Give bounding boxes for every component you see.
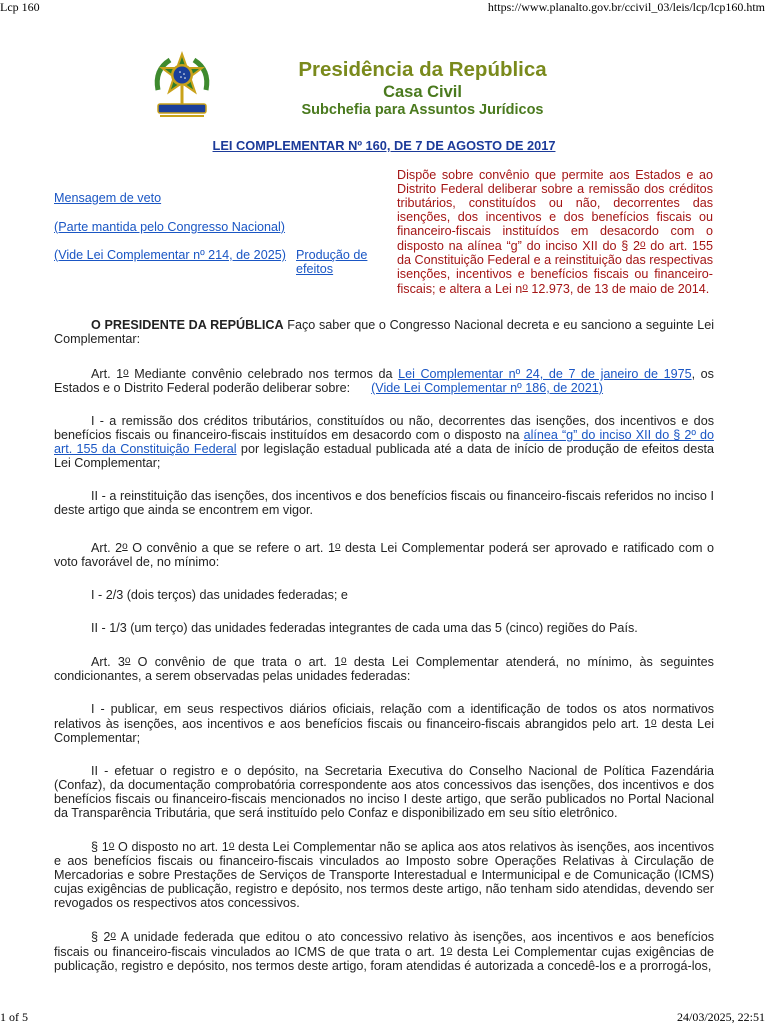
paragraph-1: § 1$^o$ O disposto no art. 1$^o$ desta Lei Complementar não se aplica aos atos relativos às isenções, aos incentivos e aos benefícios fiscais ou financeiro-fiscais vinculados ao Imposto sobre Operações Relativas à Circulação de Mercadorias e sobre Prestações de Serviços de Transporte Interestadual e Intermunicipal e de Comunicação (ICMS) cujas exigências de publicação, registro e depósito, nos termos deste artigo, não tenham sido atendidas, devendo ser revogados os respectivos atos concessivos. — [54, 840, 714, 910]
article-3-inciso-i: I - publicar, em seus respectivos diários oficiais, relação com a identificação de todos os atos normativos relativos às isenções, aos incentivos e aos benefícios fiscais ou financeiro-fiscais abrangidos pelo art. 1$^o$ desta Lei Complementar; — [54, 702, 714, 745]
parte-mantida-link[interactable]: (Parte mantida pelo Congresso Nacional) — [54, 220, 286, 234]
lc24-link[interactable]: Lei Complementar nº 24, de 7 de janeiro de 1975 — [398, 367, 692, 381]
producao-efeitos-link[interactable]: Produção de efeitos — [296, 248, 368, 276]
article-1-inciso-i: I - a remissão dos créditos tributários, constituídos ou não, decorrentes das isenções, dos incentivos e dos benefícios fiscais ou financeiro-fiscais instituídos em desacordo com o disposto na alínea “g” do inciso XII do § 2º do art. 155 da Constituição Federal por legislação estadual publicada até a data de início de produção de efeitos desta Lei Complementar; — [54, 414, 714, 470]
article-2: Art. 2$^o$ O convênio a que se refere o art. 1$^o$ desta Lei Complementar poderá ser aprovado e ratificado com o voto favorável de, no mínimo: — [54, 541, 714, 569]
institution-header — [250, 58, 595, 119]
brazil-coat-of-arms-icon — [150, 50, 214, 124]
law-body — [54, 318, 718, 973]
casa-civil-title: Casa Civil — [383, 83, 462, 101]
law-title — [0, 139, 768, 153]
print-header-title: Lcp 160 — [0, 0, 40, 14]
law-title-link[interactable]: LEI COMPLEMENTAR Nº 160, DE 7 DE AGOSTO DE 2017 — [212, 138, 556, 153]
subchefia-title: Subchefia para Assuntos Jurídicos — [301, 102, 544, 118]
article-3: Art. 3$^o$ O convênio de que trata o art. 1$^o$ desta Lei Complementar atenderá, no mínimo, às seguintes condicionantes, a serem observadas pelas unidades federadas: — [54, 655, 714, 683]
print-header-url: https://www.planalto.gov.br/ccivil_03/leis/lcp/lcp160.htm — [487, 0, 765, 14]
article-1: Art. 1$^o$ Mediante convênio celebrado nos termos da Lei Complementar nº 24, de 7 de janeiro de 1975, os Estados e o Distrito Federal poderão deliberar sobre: (Vide Lei Complementar nº 186, de 2021) — [54, 367, 718, 395]
article-3-inciso-ii: II - efetuar o registro e o depósito, na Secretaria Executiva do Conselho Nacional de Política Fazendária (Confaz), da documentação comprobatória correspondente aos atos concessivos das isenções, dos incentivos e dos benefícios fiscais ou financeiro-fiscais mencionados no inciso I deste artigo, que serão publicados no Portal Nacional da Transparência Tributária, que será instituído pelo Confaz e disponibilizado em seu sítio eletrônico. — [54, 764, 714, 820]
print-footer-datetime: 24/03/2025, 22:51 — [676, 1010, 765, 1024]
article-1-inciso-ii: II - a reinstituição das isenções, dos incentivos e dos benefícios fiscais ou financeiro-fiscais referidos no inciso I deste artigo que ainda se encontrem em vigor. — [54, 489, 714, 517]
vide-lc186-link[interactable]: (Vide Lei Complementar nº 186, de 2021) — [371, 381, 604, 395]
article-2-inciso-i: I - 2/3 (dois terços) das unidades federadas; e — [91, 588, 348, 602]
preamble: O PRESIDENTE DA REPÚBLICA Faço saber que o Congresso Nacional decreta e eu sanciono a seguinte Lei Complementar: — [54, 318, 714, 346]
article-2-inciso-ii: II - 1/3 (um terço) das unidades federadas integrantes de cada uma das 5 (cinco) regiões do País. — [91, 621, 638, 635]
constituicao-link[interactable]: alínea “g” do inciso XII do § 2º do art. 155 da Constituição Federal — [54, 428, 714, 456]
paragraph-2: § 2$^o$ A unidade federada que editou o ato concessivo relativo às isenções, aos incentivos e aos benefícios fiscais ou financeiro-fiscais vinculados ao ICMS de que trata o art. 1$^o$ desta Lei Complementar cujas exigências de publicação, registro e depósito, nos termos deste artigo, foram atendidas é autorizada a concedê-los e a prorrogá-los, — [54, 930, 714, 973]
ementa-text: Dispõe sobre convênio que permite aos Estados e ao Distrito Federal deliberar sobre a remissão dos créditos tributários, constituídos ou não, decorrentes das isenções, dos incentivos e dos benefícios fiscais ou financeiro-fiscais instituídos em desacordo com o disposto na alínea “g” do inciso XII do § 2$^o$ do art. 155 da Constituição Federal e a reinstituição das respectivas isenções, incentivos e benefícios fiscais ou financeiro-fiscais; e altera a Lei $n^o$ 12.973, de 13 de maio de 2014. — [397, 168, 713, 296]
print-footer-page: 1 of 5 — [0, 1010, 28, 1024]
vide-lc214-link[interactable]: (Vide Lei Complementar nº 214, de 2025) — [54, 248, 286, 262]
veto-message-link[interactable]: Mensagem de veto — [54, 191, 162, 205]
presidency-title: Presidência da República — [298, 58, 547, 81]
